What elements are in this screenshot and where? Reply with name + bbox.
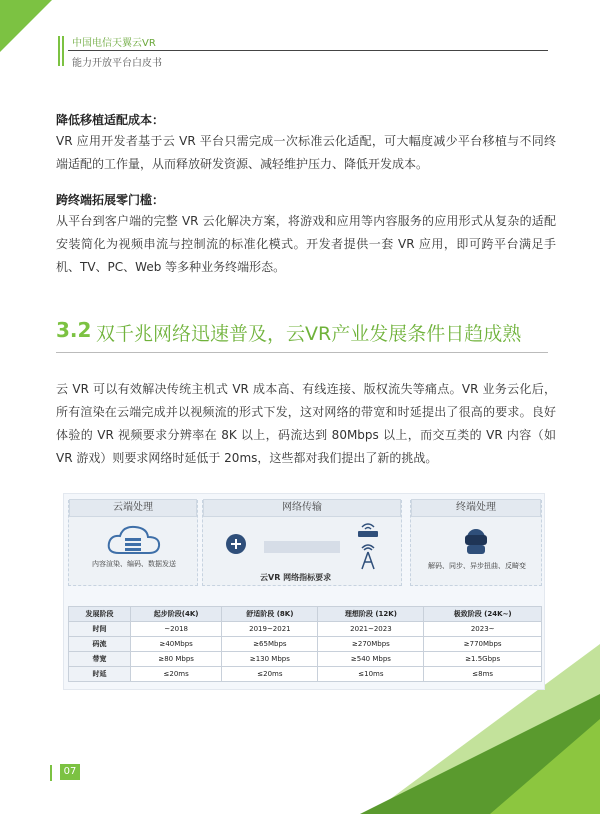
zone-cloud: [68, 500, 198, 586]
table-cell: ≥80 Mbps: [131, 652, 222, 667]
corner-decoration-mid: [490, 719, 600, 814]
table-cell: ≤20ms: [131, 667, 222, 682]
table-cell: ~2018: [131, 622, 222, 637]
table-cell: ≥540 Mbps: [318, 652, 424, 667]
header-bar: [62, 36, 64, 66]
table-cell: ≤8ms: [424, 667, 542, 682]
cloud-caption: 内容渲染、编码、数据发送: [92, 560, 176, 568]
table-cell: 带宽: [69, 652, 131, 667]
network-center-caption: 云VR 网络指标要求: [260, 573, 332, 582]
table-cell: ≤20ms: [222, 667, 318, 682]
table-cell: 2019~2021: [222, 622, 318, 637]
zone-terminal: [410, 500, 542, 586]
cloud-server-icon: [105, 523, 163, 557]
table-row: [69, 622, 542, 637]
table-header-cell: 舒适阶段 (8K): [222, 607, 318, 622]
block-paragraph: 从平台到客户端的完整 VR 云化解决方案，将游戏和应用等内容服务的应用形式从复杂的适配安装简化为视频串流与控制流的标准化模式。开发者提供一套 VR 应用，即可跨平台满足手机、TV、PC、Web 等多种业务终端形态。: [56, 214, 556, 274]
zone-cloud-label: 云端处理: [69, 499, 197, 517]
section-title: 双千兆网络迅速普及，云VR产业发展条件日趋成熟: [96, 323, 522, 345]
network-spec-table: [68, 606, 542, 682]
table-cell: ≥770Mbps: [424, 637, 542, 652]
block-heading: 降低移植适配成本：: [56, 113, 165, 127]
terminal-caption: 解码、同步、异步扭曲、反畸变: [428, 562, 526, 570]
section-rule: [56, 352, 548, 353]
table-cell: ≥130 Mbps: [222, 652, 318, 667]
table-cell: 码流: [69, 637, 131, 652]
wifi-router-icon: [356, 521, 380, 539]
zone-terminal-label: 终端处理: [411, 499, 541, 517]
network-diagram: [63, 493, 545, 690]
table-header-row: [69, 607, 542, 622]
table-cell: ≥270Mbps: [318, 637, 424, 652]
header-subtitle: 能力开放平台白皮书: [72, 58, 162, 69]
page-number: 07: [60, 764, 80, 780]
table-header-cell: 起步阶段(4K): [131, 607, 222, 622]
page-number-badge: [50, 762, 80, 780]
network-link-bar: [264, 541, 340, 553]
table-cell: ≥40Mbps: [131, 637, 222, 652]
page-number-bar: [50, 765, 52, 781]
router-icon: [224, 532, 248, 556]
table-row: [69, 667, 542, 682]
section-body: [56, 378, 556, 470]
table-cell: 2023~: [424, 622, 542, 637]
table-cell: 时延: [69, 667, 131, 682]
table-cell: ≥1.5Gbps: [424, 652, 542, 667]
table-header-cell: 极致阶段 (24K~): [424, 607, 542, 622]
table-header-cell: 发展阶段: [69, 607, 131, 622]
vr-headset-icon: [459, 527, 493, 555]
section-number: 3.2: [56, 318, 92, 342]
table-cell: 2021~2023: [318, 622, 424, 637]
intro-content: [56, 110, 556, 279]
section-paragraph: 云 VR 可以有效解决传统主机式 VR 成本高、有线连接、版权流失等痛点。VR 业务云化后，所有渲染在云端完成并以视频流的形式下发，这对网络的带宽和时延提出了很高的要求。良好体验的 VR 视频要求分辨率在 8K 以上，码流达到 80Mbps 以上，而交互类的 VR 内容（如 VR 游戏）则要求网络时延低于 20ms，这些都对我们提出了新的挑战。: [56, 382, 556, 465]
table-cell: ≥65Mbps: [222, 637, 318, 652]
table-cell: 时间: [69, 622, 131, 637]
header-bar: [58, 36, 60, 66]
table-header-cell: 理想阶段 (12K): [318, 607, 424, 622]
table-row: [69, 652, 542, 667]
corner-decoration-top-left: [0, 0, 52, 52]
antenna-icon: [358, 544, 378, 570]
section-heading: [56, 318, 556, 354]
header-rule: [68, 50, 548, 51]
zone-network-label: 网络传输: [203, 499, 401, 517]
block-heading: 跨终端拓展零门槛：: [56, 193, 165, 207]
block-paragraph: VR 应用开发者基于云 VR 平台只需完成一次标准云化适配，可大幅度减少平台移植与不同终端适配的工作量，从而释放研发资源、减轻维护压力、降低开发成本。: [56, 134, 556, 171]
table-cell: ≤10ms: [318, 667, 424, 682]
header-brand: 中国电信天翼云VR: [72, 38, 156, 49]
table-row: [69, 637, 542, 652]
